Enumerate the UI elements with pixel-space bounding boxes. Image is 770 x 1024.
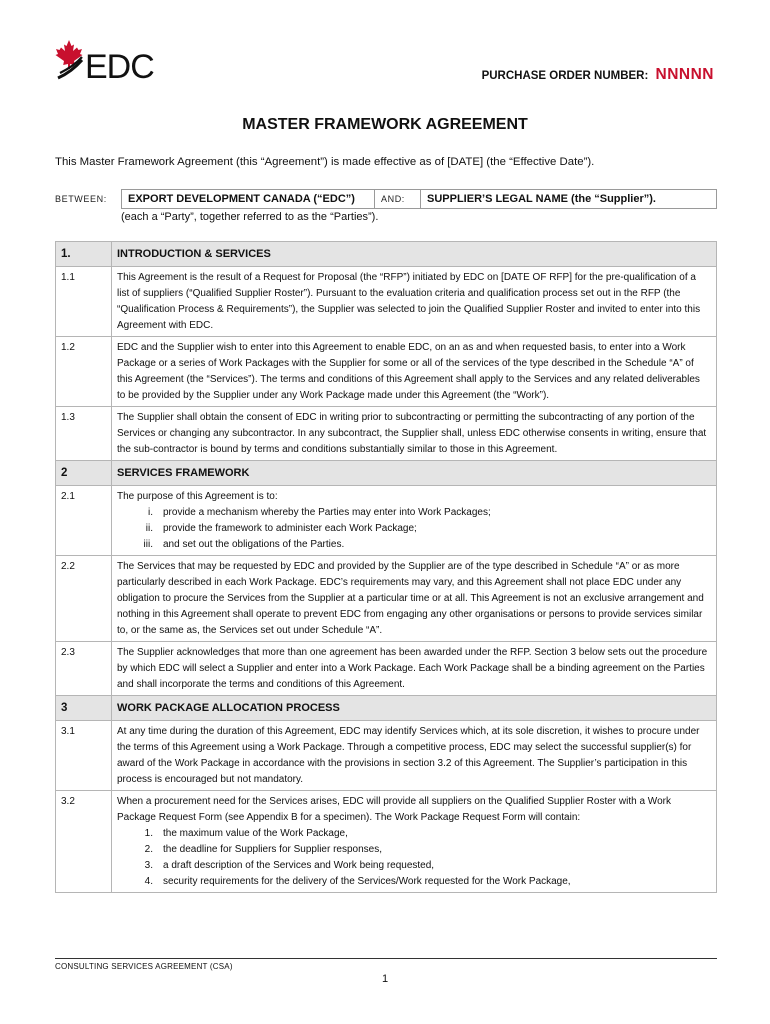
clause-body <box>112 642 717 696</box>
clause-row <box>56 486 717 556</box>
list-item-marker: 1. <box>144 828 153 839</box>
list-item-marker: 2. <box>144 844 153 855</box>
clause-text: The Supplier shall obtain the consent of EDC in writing prior to subcontracting or permitting the subcontracting of any portion of the Services or changing any subcontractor. In any subcontract, the Supplier shall, unless EDC otherwise consents in writing, ensure that the sub-contractor is bound by terms and conditions substantially similar to those in this Agreement. <box>117 412 707 455</box>
section-heading: SERVICES FRAMEWORK <box>112 461 717 486</box>
clause-text: The Supplier acknowledges that more than one agreement has been awarded under the RFP. Section 3 below sets out the procedure by which EDC will select a Supplier and enter into a Work Package. Each Work Package shall be a binding agreement on the Parties and shall incorporate the terms and conditions of this Agreement. <box>117 647 708 690</box>
clause-text: EDC and the Supplier wish to enter into this Agreement to enable EDC, on an as and when requested basis, to enter into a Work Package or a series of Work Packages with the Supplier for some or all of the services of the type described in the Schedule “A” of this Agreement (the “Services”). The terms and conditions of this Agreement shall apply to the Services and any related deliverables to be provided by the Supplier under any Work Package made under this Agreement (the “Work”). <box>117 342 700 401</box>
section-number: 3 <box>56 696 112 721</box>
clause-body <box>112 556 717 642</box>
party-supplier: SUPPLIER’S LEGAL NAME (the “Supplier”). <box>421 189 717 209</box>
section-heading: WORK PACKAGE ALLOCATION PROCESS <box>112 696 717 721</box>
footer-divider <box>55 958 717 959</box>
list-item-marker: 3. <box>144 860 153 871</box>
footer-doc-label: CONSULTING SERVICES AGREEMENT (CSA) <box>55 962 233 971</box>
clause-body <box>112 721 717 791</box>
clause-body <box>112 407 717 461</box>
clause-number: 2.3 <box>56 642 112 696</box>
section-heading-row <box>56 696 717 721</box>
list-item <box>117 842 710 858</box>
list-item-marker: 4. <box>144 876 153 887</box>
section-heading-row <box>56 242 717 267</box>
clause-text: This Agreement is the result of a Request for Proposal (the “RFP”) initiated by EDC on [DATE OF RFP] for the pre-qualification of a list of suppliers (“Qualified Supplier Roster”). Pursuant to the evaluation criteria and qualification process set out in the RFP (the “Qualification Process & Requirements”), the Supplier was selected to join the Qualified Supplier Roster and invited to enter into this Agreement with EDC. <box>117 272 701 331</box>
page-number: 1 <box>381 973 389 985</box>
clause-body <box>112 791 717 893</box>
party-edc: EXPORT DEVELOPMENT CANADA (“EDC”) <box>121 189 375 209</box>
edc-maple-leaf-logo-icon <box>55 38 165 82</box>
clause-row <box>56 791 717 893</box>
list-item-text: the deadline for Suppliers for Supplier responses, <box>163 844 383 855</box>
list-item-text: a draft description of the Services and Work being requested, <box>163 860 435 871</box>
section-number: 2 <box>56 461 112 486</box>
section-heading-row <box>56 461 717 486</box>
clause-row <box>56 556 717 642</box>
clause-row <box>56 642 717 696</box>
list-item-marker: i. <box>148 507 153 518</box>
and-label: AND: <box>375 189 421 209</box>
clause-number: 1.3 <box>56 407 112 461</box>
list-item-marker: ii. <box>145 523 153 534</box>
between-label: BETWEEN: <box>55 194 107 204</box>
parties-block <box>55 189 717 223</box>
list-item-text: security requirements for the delivery of the Services/Work requested for the Work Package, <box>163 876 571 887</box>
list-item-text: provide a mechanism whereby the Parties may enter into Work Packages; <box>163 507 491 518</box>
intro-paragraph: This Master Framework Agreement (this “Agreement”) is made effective as of [DATE] (the “Effective Date”). <box>55 156 595 168</box>
clauses-table <box>55 241 717 893</box>
clause-body <box>112 337 717 407</box>
list-item-text: provide the framework to administer each Work Package; <box>163 523 417 534</box>
clause-text: When a procurement need for the Services arises, EDC will provide all suppliers on the Qualified Supplier Roster with a Work Package Request Form (see Appendix B for a specimen). The Work Package Request Form will contain: <box>117 796 671 823</box>
clause-row <box>56 267 717 337</box>
clause-number: 1.1 <box>56 267 112 337</box>
section-number: 1. <box>56 242 112 267</box>
list-item-text: the maximum value of the Work Package, <box>163 828 348 839</box>
list-item <box>117 874 710 890</box>
list-item <box>117 826 710 842</box>
list-item-text: and set out the obligations of the Parties. <box>163 539 345 550</box>
clause-row <box>56 721 717 791</box>
section-heading: INTRODUCTION & SERVICES <box>112 242 717 267</box>
clause-number: 1.2 <box>56 337 112 407</box>
svg-text:EDC: EDC <box>85 48 154 82</box>
po-value: NNNNN <box>655 66 714 83</box>
list-item-marker: iii. <box>143 539 153 550</box>
clause-text: At any time during the duration of this Agreement, EDC may identify Services which, at its sole discretion, it wishes to procure under the terms of this Agreement using a Work Package. Through a competitive process, EDC may select the successful supplier(s) for award of the Work Package in accordance with the provisions in section 3.2 of this Agreement. The Supplier’s participation in this process is encouraged but not mandatory. <box>117 726 700 785</box>
clause-sublist <box>117 826 710 890</box>
clause-number: 2.2 <box>56 556 112 642</box>
list-item <box>117 521 710 537</box>
purchase-order-number <box>482 66 714 84</box>
clause-row <box>56 407 717 461</box>
clause-number: 3.2 <box>56 791 112 893</box>
clause-number: 2.1 <box>56 486 112 556</box>
parties-note: (each a “Party”, together referred to as the “Parties”). <box>121 211 379 223</box>
clause-body <box>112 486 717 556</box>
list-item <box>117 505 710 521</box>
clause-text: The Services that may be requested by EDC and provided by the Supplier are of the type described in Schedule “A” or as more particularly described in each Work Package. EDC’s requirements may vary, and this Agreement shall not place EDC under any obligation to procure the Services from the Supplier at a particular time or at all. This Agreement is not an exclusive arrangement and nothing in this Agreement shall operate to prevent EDC from engaging any other organisations or persons to provide services similar to, or the same as, the Services set out under Schedule “A”. <box>117 561 704 636</box>
document-title: MASTER FRAMEWORK AGREEMENT <box>242 116 528 133</box>
clause-sublist <box>117 505 710 553</box>
po-label: PURCHASE ORDER NUMBER: <box>481 70 649 82</box>
clause-body <box>112 267 717 337</box>
list-item <box>117 858 710 874</box>
clause-number: 3.1 <box>56 721 112 791</box>
list-item <box>117 537 710 553</box>
clause-row <box>56 337 717 407</box>
clause-text: The purpose of this Agreement is to: <box>117 491 278 502</box>
edc-logo <box>55 38 165 82</box>
